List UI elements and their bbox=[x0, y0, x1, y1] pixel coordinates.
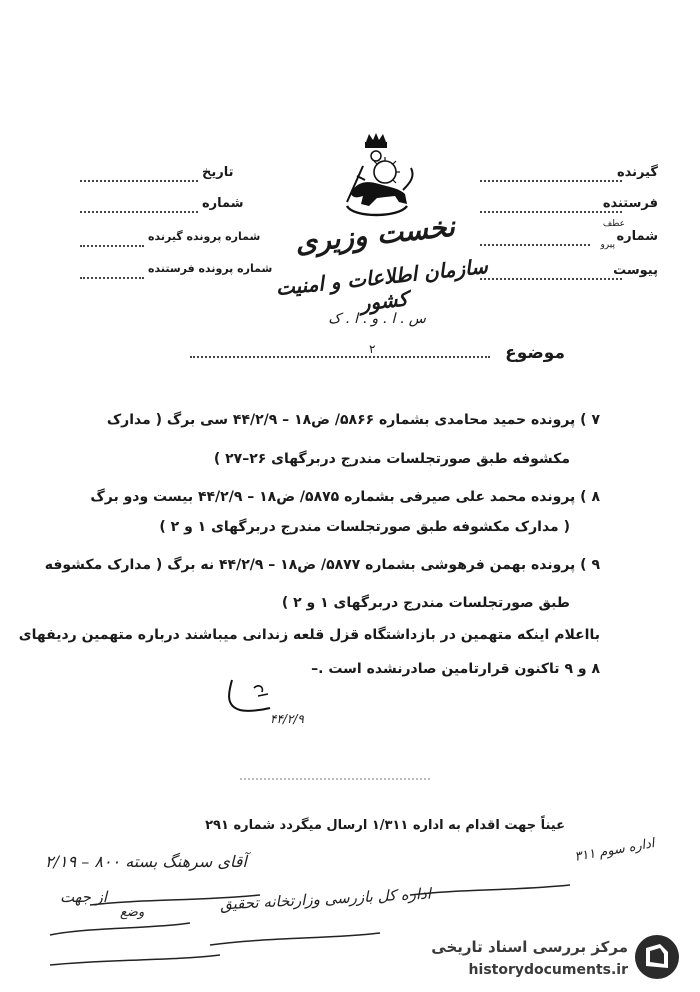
subject-value: ۲ bbox=[365, 342, 379, 356]
sender-field-line bbox=[480, 211, 622, 213]
sender-label: فرستنده bbox=[602, 196, 658, 211]
watermark-logo-icon bbox=[632, 932, 682, 982]
date-field-line bbox=[80, 180, 198, 182]
handwritten-note-4: از جهت bbox=[60, 888, 108, 906]
body-line-5: ۹ ) پرونده بهمن فرهوشی بشماره ۵۸۷۷/ ض۱۸ – ۴۴/۲/۹ نه برگ ( مدارک مکشوفه bbox=[44, 557, 600, 573]
number-label-right: شماره bbox=[616, 229, 658, 244]
subject-line bbox=[190, 356, 490, 358]
watermark-url: historydocuments.ir bbox=[468, 962, 628, 978]
body-line-3: ۸ ) پرونده محمد علی صیرفی بشماره ۵۸۷۵/ ض۱۸ – ۴۴/۲/۹ بیست ودو برگ bbox=[90, 489, 600, 505]
signature-date: ۴۴/۲/۹ bbox=[270, 712, 304, 726]
handwritten-note-5: وضع bbox=[120, 905, 145, 920]
number-field-line-right bbox=[480, 244, 590, 246]
organization-title: سازمان اطلاعات و امنیت کشور bbox=[274, 254, 489, 316]
number-field-line-left bbox=[80, 211, 198, 213]
organization-code: س . ا . و . ا . ک bbox=[328, 311, 426, 327]
faint-mark-line bbox=[240, 778, 430, 780]
signature-mark bbox=[218, 676, 278, 718]
body-line-8: ۸ و ۹ تاکنون قرارتامین صادرنشده است .– bbox=[311, 661, 600, 677]
sender-file-label: شماره پرونده فرستنده bbox=[148, 262, 273, 275]
date-label: تاریخ bbox=[202, 165, 234, 180]
body-line-6: طبق صورتجلسات مندرج دربرگهای ۱ و ۲ ) bbox=[281, 595, 570, 611]
number-label-left: شماره bbox=[202, 196, 244, 211]
recipient-label: گیرنده bbox=[616, 165, 658, 180]
number-sub-bottom: پیرو bbox=[600, 240, 615, 250]
ministry-title: نخست وزیری bbox=[293, 209, 457, 260]
watermark-name: مرکز بررسی اسناد تاریخی bbox=[431, 938, 628, 956]
handwritten-note-1: اداره سوم ۳۱۱ bbox=[573, 836, 656, 865]
sender-file-line bbox=[80, 277, 144, 279]
subject-label: موضوع bbox=[505, 343, 565, 363]
body-line-4: ( مدارک مکشوفه طبق صورتجلسات مندرج دربرگهای ۱ و ۲ ) bbox=[159, 519, 570, 535]
recipient-file-line bbox=[80, 245, 144, 247]
lion-and-sun-emblem-icon bbox=[333, 132, 419, 222]
recipient-file-label: شماره پرونده گیرنده bbox=[148, 230, 261, 243]
body-line-2: مکشوفه طبق صورتجلسات مندرج دربرگهای ۲۶–۲۷ ) bbox=[213, 451, 570, 467]
handwritten-note-3: اداره کل بازرسی وزارتخانه تحقیق bbox=[219, 884, 432, 914]
body-line-1: ۷ ) پرونده حمید محامدی بشماره ۵۸۶۶/ ض۱۸ – ۴۴/۲/۹ سی برگ ( مدارک bbox=[106, 412, 600, 428]
body-line-7: بااعلام اینکه متهمین در بازداشتگاه قزل قلعه زندانی میباشند درباره متهمین ردیفهای bbox=[18, 627, 600, 643]
recipient-field-line bbox=[480, 180, 622, 182]
attachment-label: پیوست bbox=[613, 263, 658, 278]
forwarding-stamp: عیناً جهت اقدام به اداره ۱/۳۱۱ ارسال میگردد شماره ۲۹۱ bbox=[205, 818, 565, 833]
handwritten-note-2: آقای سرهنگ بسته ۸۰۰ – ۲/۱۹ bbox=[45, 852, 247, 871]
number-sub-top: عطف bbox=[602, 219, 625, 229]
